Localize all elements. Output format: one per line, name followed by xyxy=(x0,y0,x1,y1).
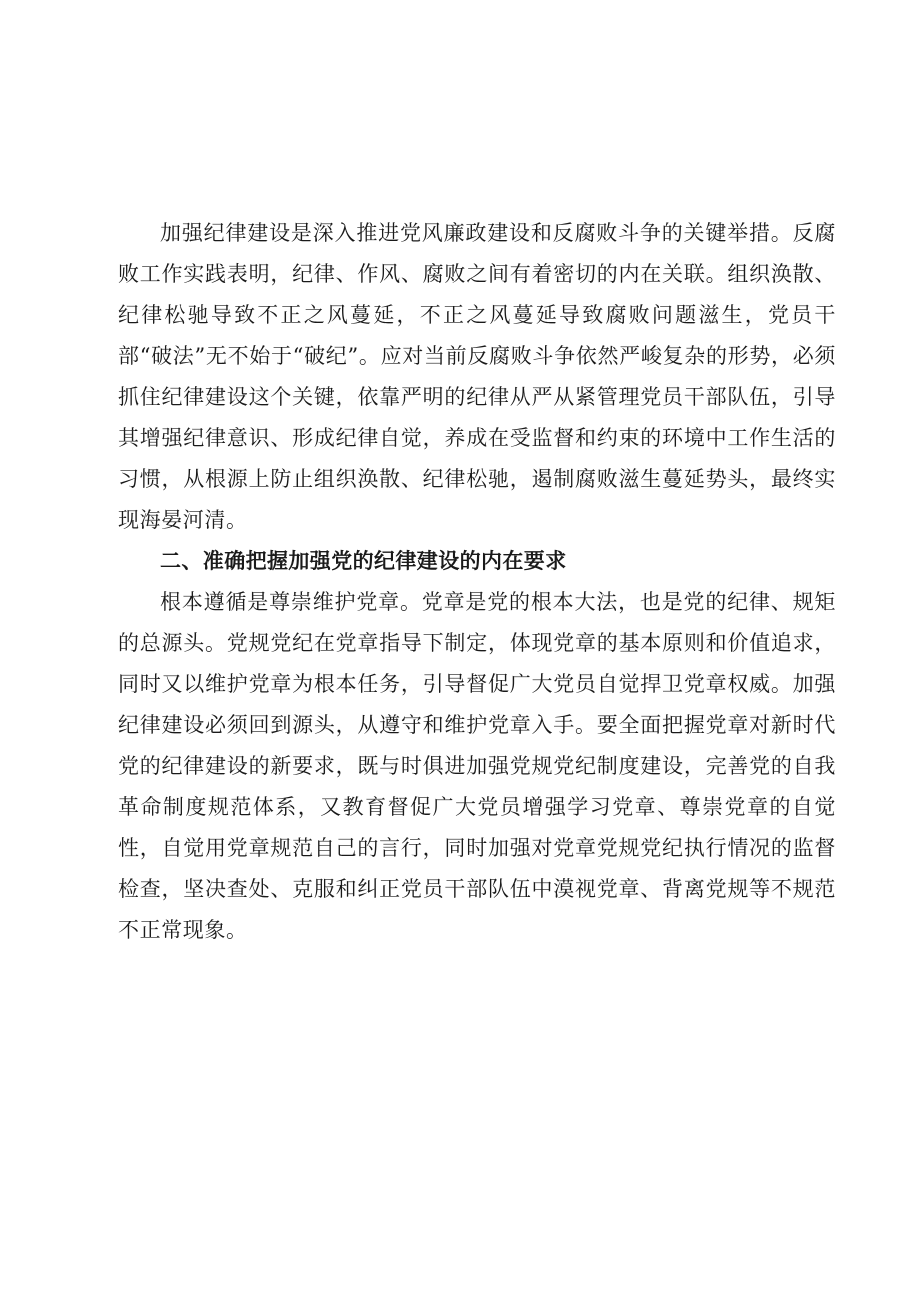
section-heading: 二、准确把握加强党的纪律建设的内在要求 xyxy=(160,549,567,573)
document-body xyxy=(118,213,836,951)
paragraph-discipline-construction: 加强纪律建设是深入推进党风廉政建设和反腐败斗争的关键举措。反腐败工作实践表明，纪律、作风、腐败之间有着密切的内在关联。组织涣散、纪律松驰导致不正之风蔓延，不正之风蔓延导致腐败问题滋生，党员干部“破法”无不始于“破纪”。应对当前反腐败斗争依然严峻复杂的形势，必须抓住纪律建设这个关键，依靠严明的纪律从严从紧管理党员干部队伍，引导其增强纪律意识、形成纪律自觉，养成在受监督和约束的环境中工作生活的习惯，从根源上防止组织涣散、纪律松驰，遏制腐败滋生蔓延势头，最终实现海晏河清。 xyxy=(118,221,836,532)
paragraph-party-constitution: 根本遵循是尊崇维护党章。党章是党的根本大法，也是党的纪律、规矩的总源头。党规党纪在党章指导下制定，体现党章的基本原则和价值追求，同时又以维护党章为根本任务，引导督促广大党员自觉捍卫党章权威。加强纪律建设必须回到源头，从遵守和维护党章入手。要全面把握党章对新时代党的纪律建设的新要求，既与时俱进加强党规党纪制度建设，完善党的自我革命制度规范体系，又教育督促广大党员增强学习党章、尊崇党章的自觉性，自觉用党章规范自己的言行，同时加强对党章党规党纪执行情况的监督检查，坚决查处、克服和纠正党员干部队伍中漠视党章、背离党规等不规范不正常现象。 xyxy=(118,590,836,942)
